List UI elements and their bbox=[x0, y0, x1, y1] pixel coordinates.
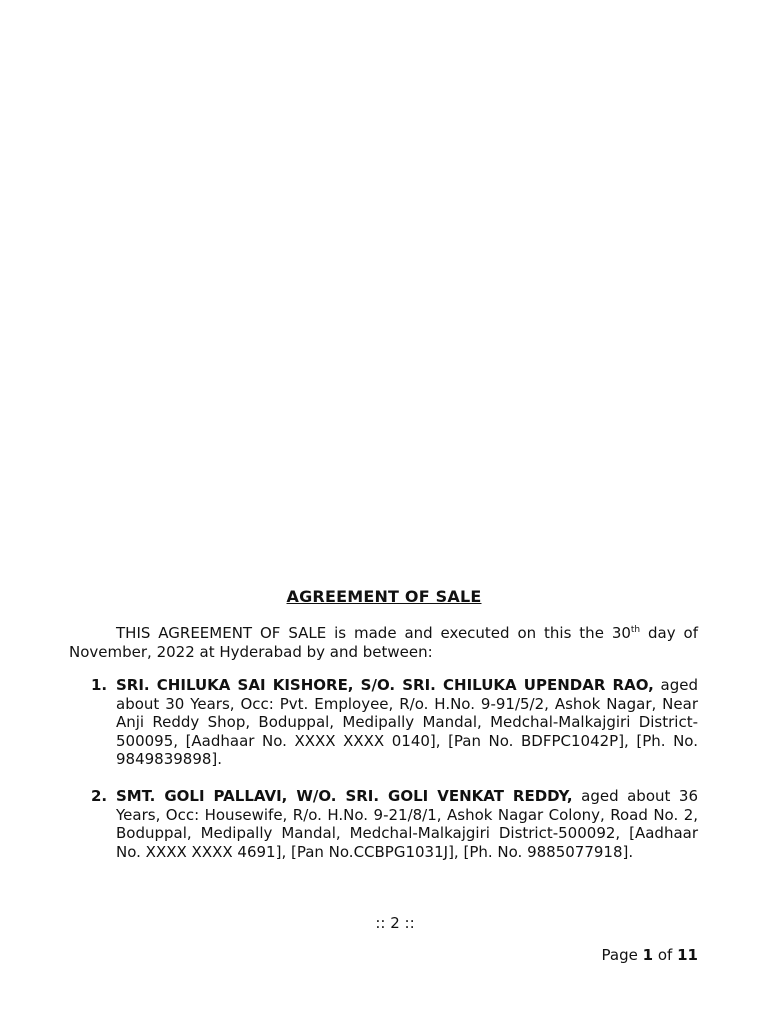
party-details: aged about 30 Years, Occ: Pvt. Employee, R/o. H.No. 9-91/5/2, Ashok Nagar, Near Anji Reddy Shop, Boduppal, Medipally Mandal, Medchal-Malkajgiri District-500095, [Aadhaar No. XXXX XXXX 0140], [Pan No. BDFPC1042P], [Ph. No. 9849839898]. bbox=[116, 676, 698, 768]
party-item bbox=[91, 787, 698, 861]
footer-of-label: of bbox=[657, 946, 673, 964]
intro-paragraph bbox=[69, 624, 698, 661]
footer-current-page: 1 bbox=[642, 946, 654, 964]
intro-text-end: day of November, 2022 at Hyderabad by and between: bbox=[69, 624, 698, 661]
intro-text-start: THIS AGREEMENT OF SALE is made and executed on this the 30 bbox=[116, 624, 631, 642]
footer-total-pages: 11 bbox=[677, 946, 698, 964]
footer-page-label: Page bbox=[601, 946, 638, 964]
document-title: AGREEMENT OF SALE bbox=[286, 587, 482, 606]
party-name: SMT. GOLI PALLAVI, W/O. SRI. GOLI VENKAT REDDY, bbox=[116, 787, 573, 805]
party-details: aged about 36 Years, Occ: Housewife, R/o. H.No. 9-21/8/1, Ashok Nagar Colony, Road No. 2, Boduppal, Medipally Mandal, Medchal-Malkajgiri District-500092, [Aadhaar No. XXXX XXXX 4691], [Pan No.CCBPG1031J], [Ph. No. 9885077918]. bbox=[116, 787, 698, 861]
page-continuation-marker: :: 2 :: bbox=[375, 914, 415, 932]
page-footer bbox=[602, 946, 698, 965]
party-name: SRI. CHILUKA SAI KISHORE, S/O. SRI. CHILUKA UPENDAR RAO, bbox=[116, 676, 654, 694]
intro-day-suffix: th bbox=[630, 625, 641, 635]
party-item bbox=[91, 676, 698, 769]
party-number: 2. bbox=[91, 787, 108, 805]
party-number: 1. bbox=[91, 676, 108, 694]
